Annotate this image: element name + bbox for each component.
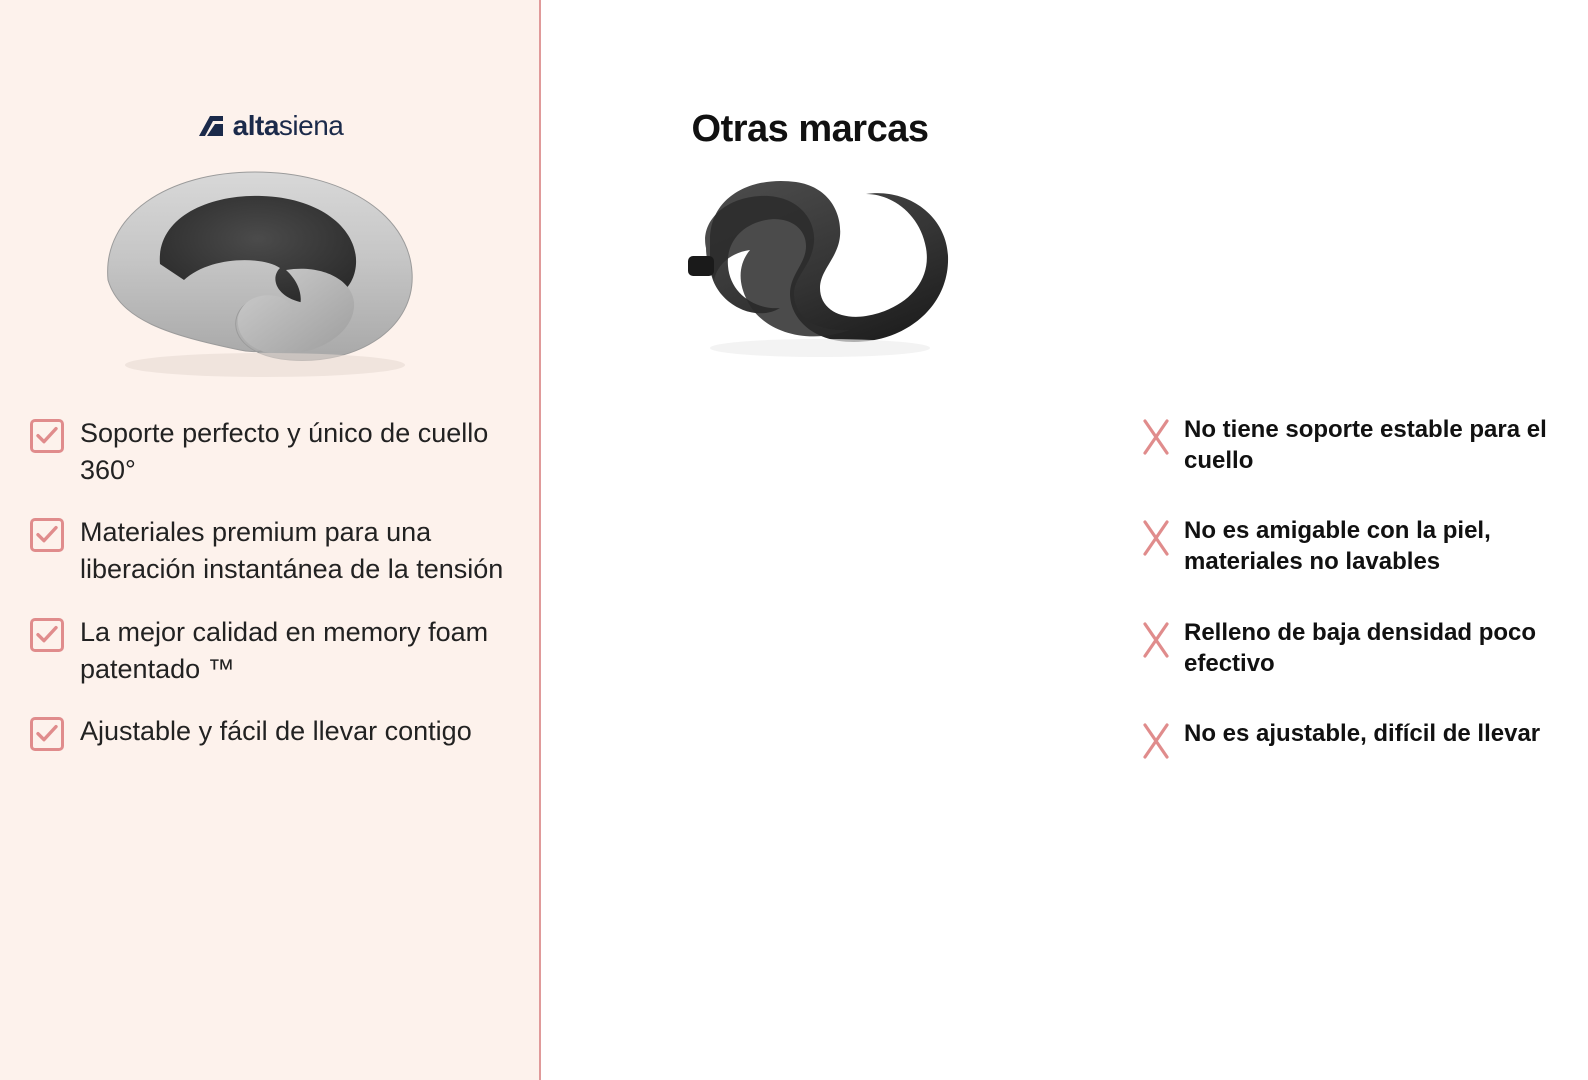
- feature-text: Materiales premium para una liberación instantánea de la tensión: [80, 517, 504, 585]
- altasiena-pillow-image: [90, 160, 450, 380]
- brand-name-bold: alta: [232, 110, 279, 141]
- drawback-text: No tiene soporte estable para el cuello: [1184, 416, 1547, 474]
- feature-text: Ajustable y fácil de llevar contigo: [80, 716, 472, 747]
- other-brands-panel: [540, 0, 1547, 1080]
- drawback-item: [1138, 618, 1588, 679]
- feature-item: [30, 415, 530, 488]
- drawback-item: [1138, 516, 1588, 577]
- checkbox-checked-icon: [30, 618, 64, 652]
- drawback-text: No es amigable con la piel, materiales no lavables: [1184, 517, 1491, 576]
- drawback-item: [1138, 719, 1588, 761]
- checkbox-checked-icon: [30, 518, 64, 552]
- x-mark-icon: [1138, 620, 1174, 660]
- panel-divider: [539, 0, 541, 1080]
- brand-logo: [0, 112, 540, 140]
- other-brand-pillow-image: [670, 170, 970, 360]
- drawback-list: [1138, 415, 1588, 801]
- brand-panel: [0, 0, 540, 1080]
- feature-list: [30, 415, 530, 777]
- checkbox-checked-icon: [30, 717, 64, 751]
- x-mark-icon: [1138, 417, 1174, 457]
- checkbox-checked-icon: [30, 419, 64, 453]
- feature-text: Soporte perfecto y único de cuello 360°: [80, 418, 489, 485]
- feature-item: [30, 713, 530, 751]
- feature-text: La mejor calidad en memory foam patentado ™: [80, 616, 489, 684]
- drawback-text: Relleno de baja densidad poco efectivo: [1184, 618, 1537, 677]
- x-mark-icon: [1138, 721, 1174, 761]
- altasiena-logo-icon: [197, 112, 225, 140]
- other-brands-title: Otras marcas: [691, 108, 929, 150]
- feature-item: [30, 614, 530, 687]
- drawback-item: [1138, 415, 1588, 476]
- brand-name: [233, 112, 344, 140]
- x-mark-icon: [1138, 518, 1174, 558]
- feature-item: [30, 514, 530, 587]
- drawback-text: No es ajustable, difícil de llevar: [1184, 720, 1541, 748]
- brand-name-light: siena: [278, 110, 344, 141]
